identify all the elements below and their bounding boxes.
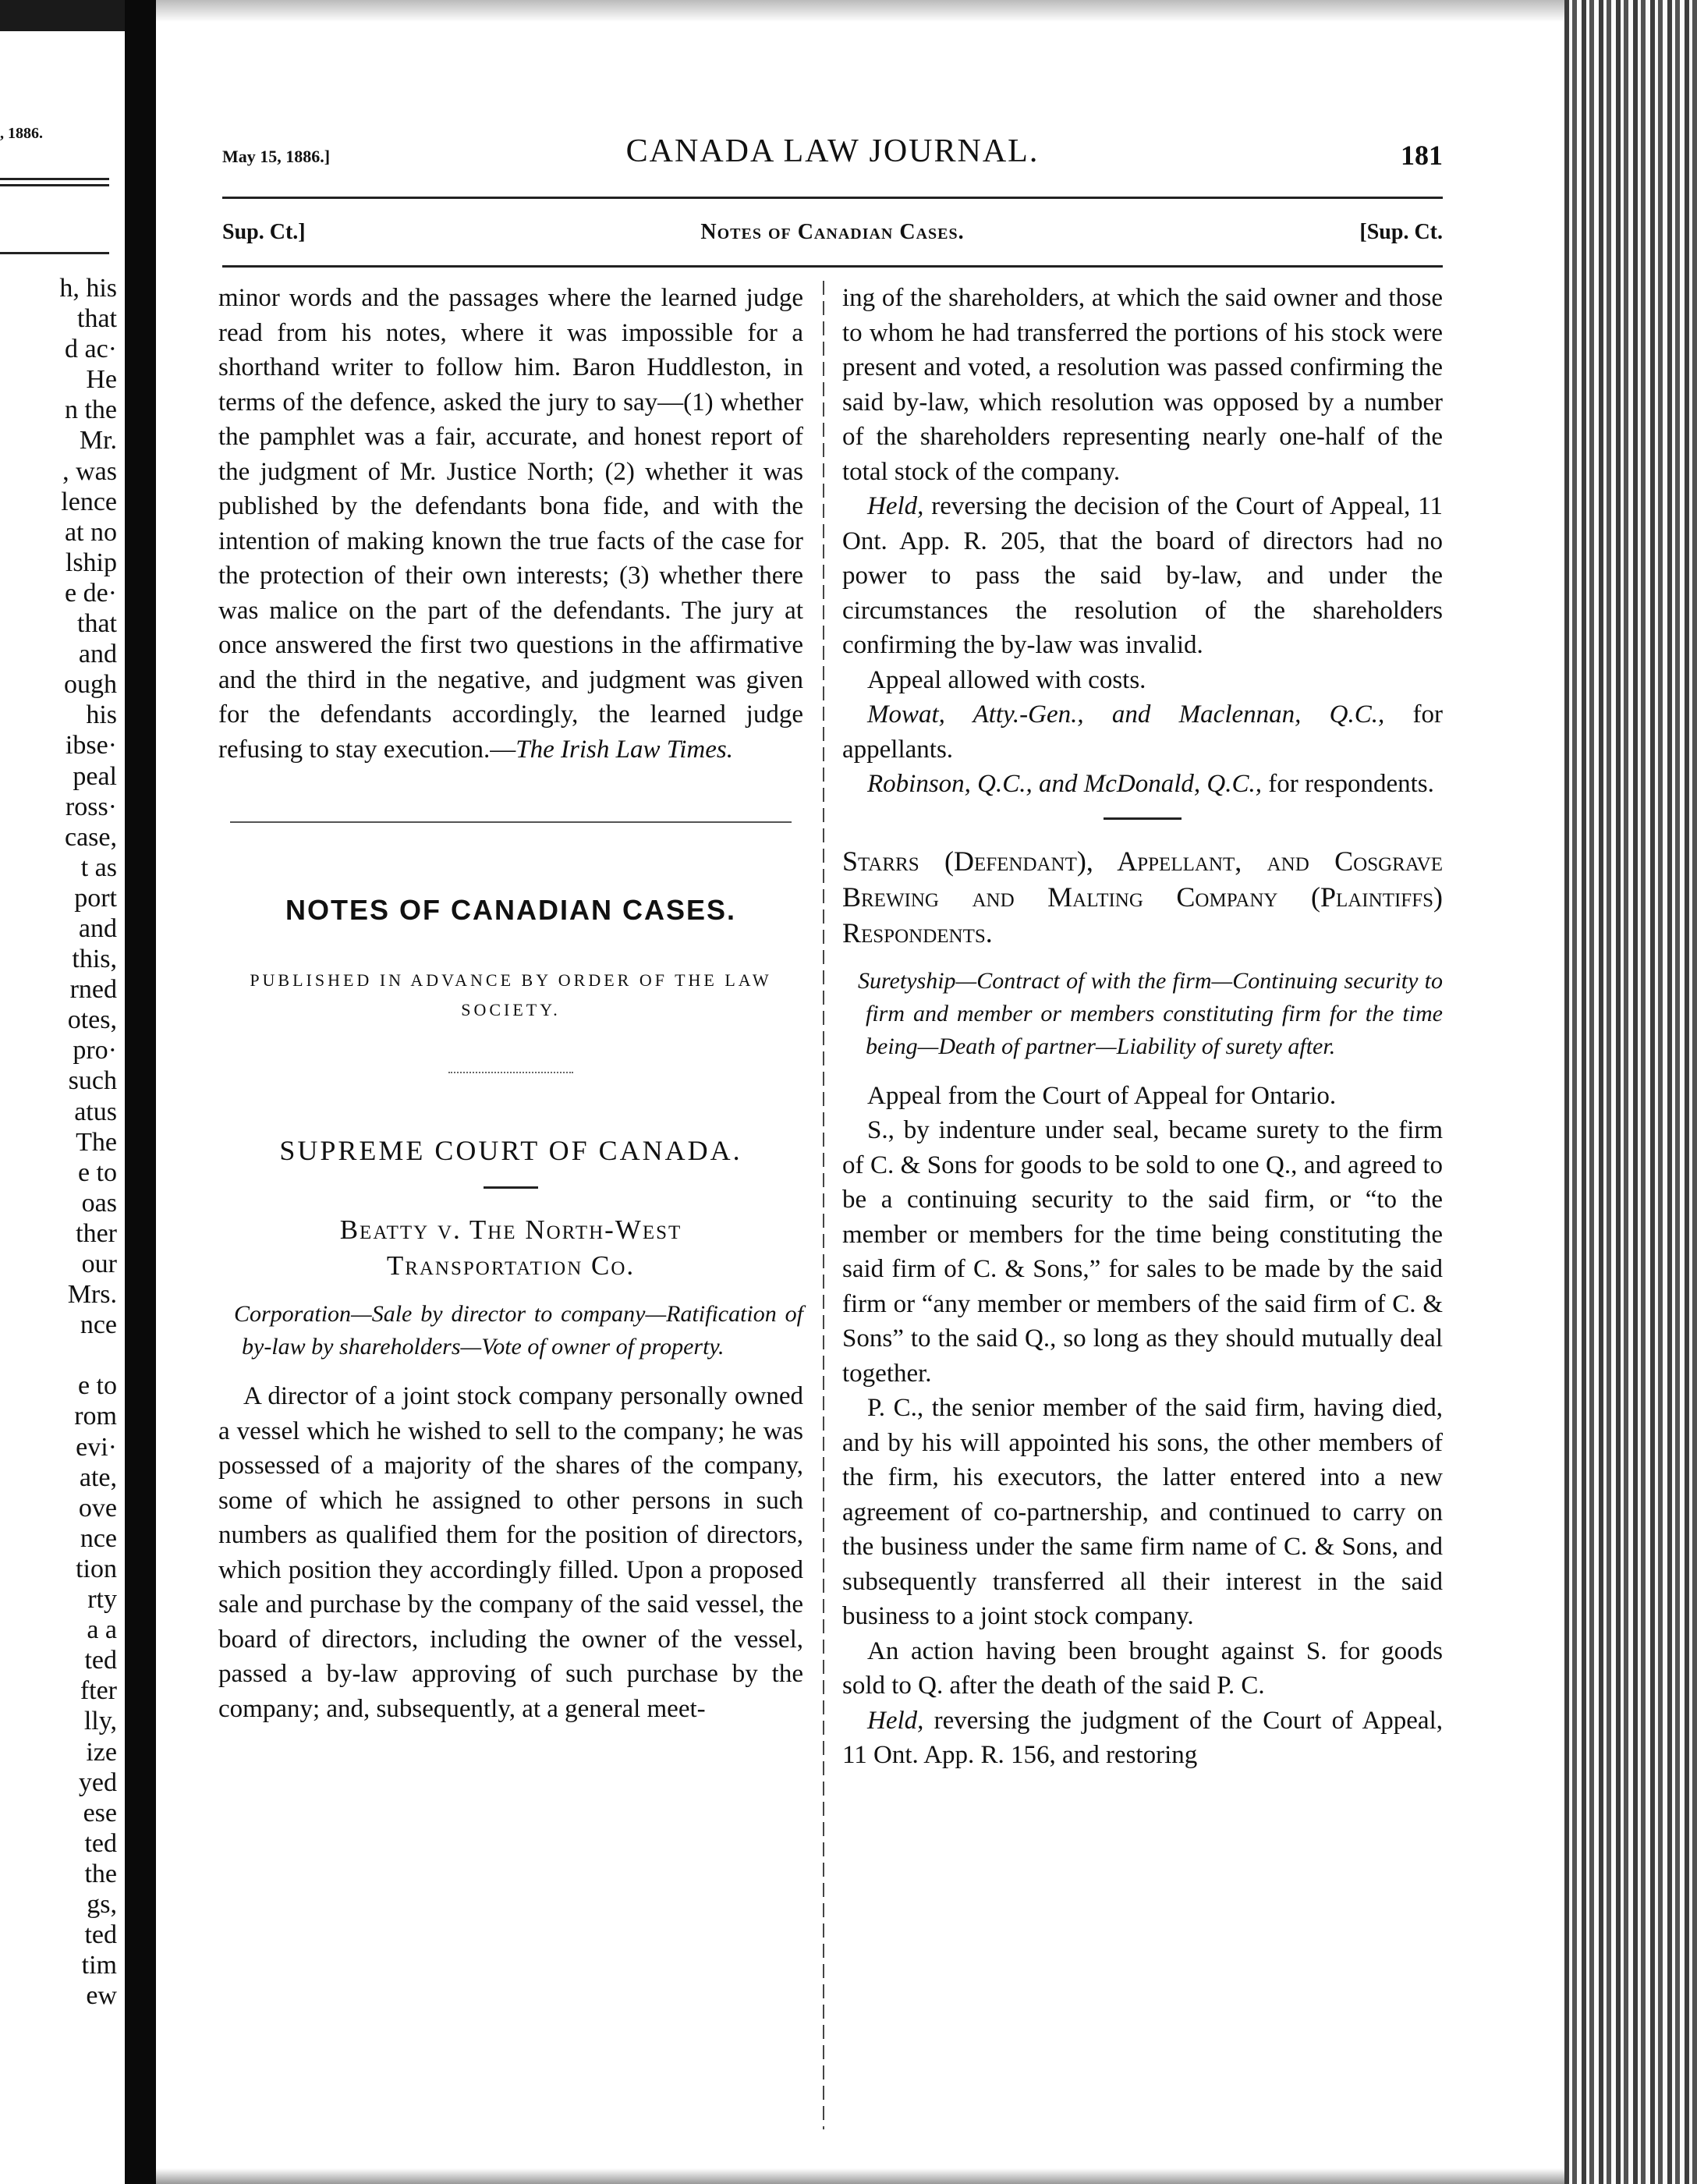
facing-page-rule [0,178,109,180]
facing-page-line: evi· [76,1432,117,1462]
facing-page-line: peal [73,761,117,791]
case-title: Beatty v. The North-West Transportation Co. [339,1214,682,1281]
case-appeal: Appeal from the Court of Appeal for Ontario. [867,1081,1337,1110]
facing-page-line: and [78,913,117,943]
facing-page-line: , was [62,456,117,486]
facing-page-line: d ac· [64,335,117,364]
facing-page-line: rned [69,975,117,1005]
court-title: SUPREME COURT OF CANADA. [279,1134,742,1166]
scan-top-edge [156,0,1564,22]
facing-page-line: lly, [83,1707,117,1736]
scan-bottom-edge [156,2168,1564,2184]
facing-page-line: tion [76,1554,117,1583]
section-head [222,220,1443,251]
facing-page-line: ted [84,1646,117,1675]
journal-title: CANADA LAW JOURNAL. [625,133,1040,169]
header-rule [222,197,1443,199]
counsel-respondents: Robinson, Q.C., and McDonald, Q.C., for respondents. [867,770,1434,798]
facing-page-line: rom [74,1402,117,1431]
facing-page-line: the [84,1859,117,1888]
facing-page-line: Mrs. [67,1280,117,1310]
facing-page-line: that [77,304,117,334]
case-facts: P. C., the senior member of the said firm, having died, and by his will appointed his sons, the other members of the firm, his executors, the latter entered into a new agreement of co-partnership, and continued to carry on the business under the same firm name of C. & Sons, and subsequently transferred all their interest in the said business to a joint stock company. [842,1394,1443,1630]
facing-page-line: He [86,365,117,395]
section-name: Notes of Canadian Cases. [700,220,965,244]
facing-page-line: ted [84,1920,117,1950]
facing-page-line: e de· [64,578,117,608]
facing-page-line: yed [78,1767,117,1797]
facing-page-line: gs, [87,1889,117,1919]
facing-page-line: Mr. [79,426,117,456]
facing-page-line: rty [87,1585,117,1615]
facing-page-line: The [76,1127,117,1157]
facing-page-line: e to [77,1371,117,1401]
case-headnote: Suretyship—Contract of with the firm—Continuing security to firm and member or members constituting firm for the time being—Death of partner—Liability of surety after. [858,967,1443,1059]
running-head [222,133,1443,187]
column-divider [823,281,824,2129]
facing-page-line: ther [76,1218,117,1248]
facing-page-line: case, [64,822,117,852]
facing-page-rule [0,252,109,254]
facing-page-line: lence [61,487,117,516]
published-note: PUBLISHED IN ADVANCE BY ORDER OF THE LAW SOCIETY. [250,970,772,1019]
facing-page-line: a a [87,1615,117,1645]
article-continuation: minor words and the passages where the learned judge read from his notes, where it was impossible for a shorthand writer to follow him. Baron Huddleston, in terms of the defence, asked the jury to say—(1) whether the pamphlet was a fair, accurate, and honest report of the judgment of Mr. Justice North; (2) whether it was published by the defendants bona fide, and with the intention of making known the true facts of the case for the protection of their own interests; (3) whether there was malice on the part of the defendants. The jury at once answered the first two questions in the affirmative and the third in the negative, and judgment was given for the defendants accordingly, the learned judge refusing to stay execution.—The Irish Law Times. [218,284,803,764]
facing-page-line: our [81,1250,117,1278]
facing-page-line: nce [80,1310,117,1340]
facing-page-line: h, his [59,274,117,303]
facing-page-line: at no [64,517,117,547]
notes-section-title: NOTES OF CANADIAN CASES. [285,894,737,926]
case-facts: An action having been brought against S. for goods sold to Q. after the death of the said P. C. [842,1636,1443,1700]
facing-page-line: port [74,883,117,913]
facing-page-line: and [78,640,117,669]
facing-page-line: t as [80,853,117,882]
facing-page-line: n the [64,395,117,425]
facing-page-line: nce [80,1523,117,1553]
facing-page-line: ew [86,1981,117,2011]
facing-page-rule [0,184,109,186]
facing-page-text [0,273,117,2011]
section-separator [230,821,792,823]
source-citation: The Irish Law Times. [515,735,733,764]
court-right: [Sup. Ct. [1359,220,1443,244]
left-column [218,281,803,1726]
case-holding: Held, reversing the decision of the Court of Appeal, 11 Ont. App. R. 205, that the board of directors had no power to pass the said by-law, and under the circumstances the resolution of the shareholders confirming the by-law was invalid. [842,492,1443,659]
case-headnote: Corporation—Sale by director to company—Ratification of by-law by shareholders—Vote of owner of property. [234,1301,803,1360]
facing-page-line: ted [84,1828,117,1858]
page-number: 181 [1401,140,1443,171]
facing-page-line: ross· [65,792,117,821]
page-fore-edge [1564,0,1697,2184]
facing-page-line: otes, [67,1005,117,1035]
facing-page-line: oas [81,1188,117,1218]
facing-page-line: tim [81,1951,117,1980]
case-title: Starrs (Defendant), Appellant, and Cosgrave Brewing and Malting Company (Plaintiffs) Respondents. [842,845,1443,948]
facing-page-line: ese [83,1798,117,1828]
case-result: Appeal allowed with costs. [867,665,1146,694]
facing-page-date: , 1886. [0,125,43,142]
book-gutter [125,0,156,2184]
facing-page-line: his [86,700,117,730]
facing-page-line [0,1340,117,1370]
counsel-appellants: Mowat, Atty.-Gen., and Maclennan, Q.C., for appellants. [842,700,1444,764]
facing-page-line: ibse· [65,731,117,760]
facing-page-line: fter [80,1676,117,1706]
facing-page-line: pro· [73,1036,117,1065]
facing-page-line: ate, [79,1462,117,1492]
case-facts-continued: ing of the shareholders, at which the said owner and those to whom he had transferred the portions of his stock were present and voted, a resolution was passed confirming the said by-law, which resolution was opposed by a number of the shareholders representing nearly one-half of the total stock of the company. [842,284,1443,486]
section-rule [222,265,1443,268]
facing-page-line: ough [64,670,117,700]
facing-page-line: lship [65,548,117,577]
facing-page-line: that [77,609,117,639]
facing-page-line: atus [74,1097,117,1126]
case-holding: Held, reversing the judgment of the Court of Appeal, 11 Ont. App. R. 156, and restoring [842,1706,1443,1769]
facing-page-line: this, [72,945,117,974]
court-left: Sup. Ct.] [222,220,306,244]
case-facts: A director of a joint stock company personally owned a vessel which he wished to sell to the company; he was possessed of a majority of the shares of the company, some of which he assigned to other persons in such numbers as qualified them for the position of directors, which position they accordingly filled. Upon a proposed sale and purchase by the company of the said vessel, the board of directors, including the owner of the vessel, passed a by-law approving of such purchase by the company; and, subsequently, at a general meet- [218,1382,803,1723]
right-column [842,281,1443,1773]
case-facts: S., by indenture under seal, became surety to the firm of C. & Sons for goods to be sold to one Q., and agreed to be a continuing security to the said firm, or “to the member or members for the time being constituting the said firm of C. & Sons,” for sales to be made by the said firm or “any member or members of the said firm of C. & Sons” to the said Q., so long as they should mutually deal together. [842,1116,1443,1388]
facing-page-line: ove [78,1493,117,1523]
facing-page-line: e to [77,1158,117,1187]
facing-page-line: ize [86,1737,117,1767]
facing-page-line: such [68,1066,117,1096]
issue-date: May 15, 1886.] [222,147,331,166]
